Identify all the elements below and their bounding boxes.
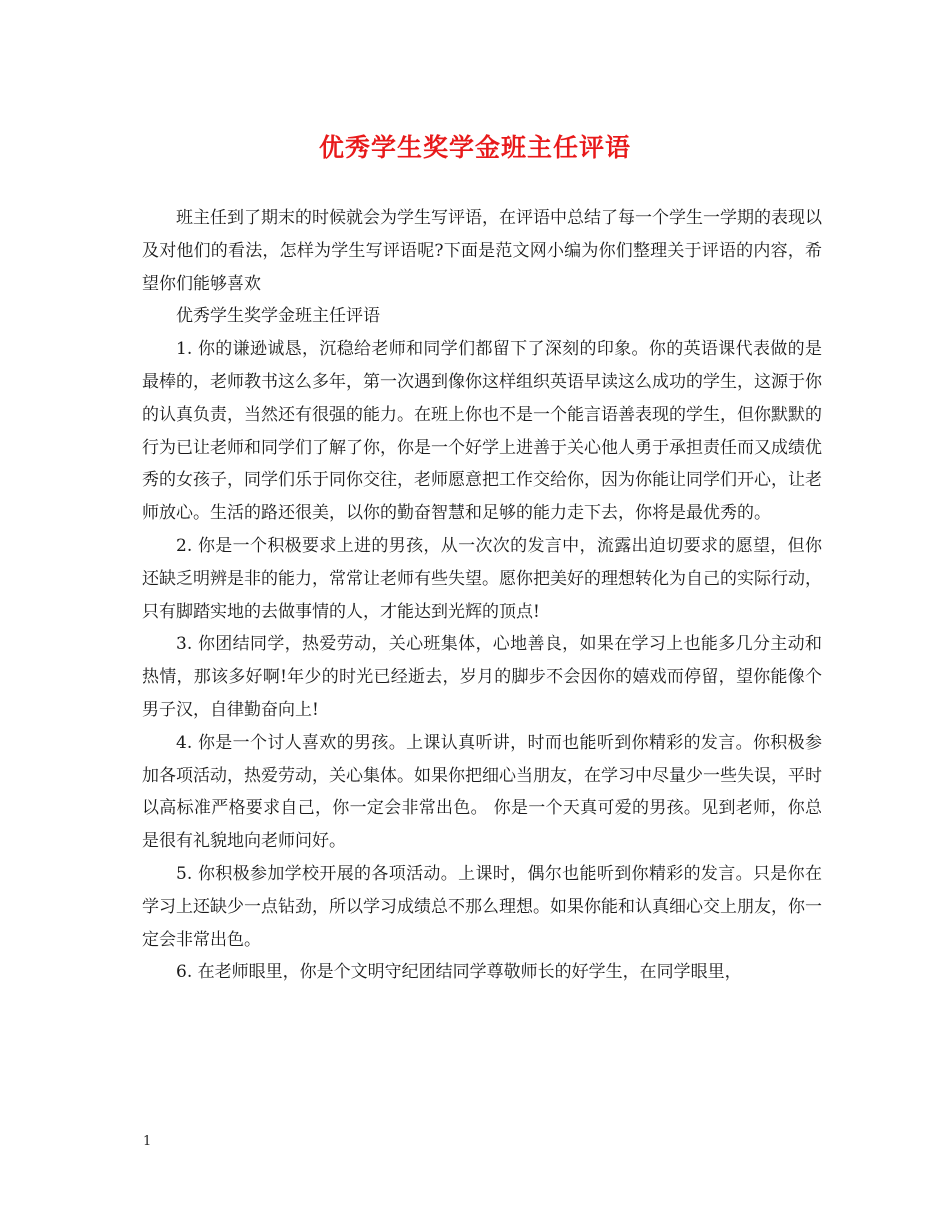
comment-paragraph-1: 1. 你的谦逊诚恳，沉稳给老师和同学们都留下了深刻的印象。你的英语课代表做的是最棒的，老师教书这么多年，第一次遇到像你这样组织英语早读这么成功的学生，这源于你的认真负责，当然还有很强的能力。在班上你也不是一个能言语善表现的学生，但你默默的行为已让老师和同学们了解了你，你是一个好学上进善于关心他人勇于承担责任而又成绩优秀的女孩子，同学们乐于同你交往，老师愿意把工作交给你，因为你能让同学们开心，让老师放心。生活的路还很美，以你的勤奋智慧和足够的能力走下去，你将是最优秀的。 — [142, 339, 822, 524]
comment-paragraph-2: 2. 你是一个积极要求上进的男孩，从一次次的发言中，流露出迫切要求的愿望，但你还缺乏明辨是非的能力，常常让老师有些失望。愿你把美好的理想转化为自己的实际行动，只有脚踏实地的去做事情的人，才能达到光辉的顶点! — [142, 535, 822, 622]
comment-paragraph-6: 6. 在老师眼里，你是个文明守纪团结同学尊敬师长的好学生，在同学眼里， — [176, 962, 742, 983]
page-number: 1 — [143, 1134, 152, 1149]
comment-paragraph-4: 4. 你是一个讨人喜欢的男孩。上课认真听讲，时而也能听到你精彩的发言。你积极参加各项活动，热爱劳动，关心集体。如果你把细心当朋友，在学习中尽量少一些失误，平时以高标准严格要求自己，你一定会非常出色。 你是一个天真可爱的男孩。见到老师，你总是很有礼貌地向老师问好。 — [142, 732, 822, 852]
section-heading: 优秀学生奖学金班主任评语 — [176, 306, 380, 327]
comment-paragraph-3: 3. 你团结同学，热爱劳动，关心班集体，心地善良，如果在学习上也能多几分主动和热情，那该多好啊!年少的时光已经逝去，岁月的脚步不会因你的嬉戏而停留，望你能像个男子汉，自律勤奋向上! — [142, 634, 822, 720]
intro-paragraph: 班主任到了期末的时候就会为学生写评语，在评语中总结了每一个学生一学期的表现以及对他们的看法，怎样为学生写评语呢?下面是范文网小编为你们整理关于评语的内容，希望你们能够喜欢 — [142, 208, 822, 294]
document-title: 优秀学生奖学金班主任评语 — [318, 133, 631, 162]
document-body — [142, 202, 822, 989]
comment-paragraph-5: 5. 你积极参加学校开展的各项活动。上课时，偶尔也能听到你精彩的发言。只是你在学习上还缺少一点钻劲，所以学习成绩总不那么理想。如果你能和认真细心交上朋友，你一定会非常出色。 — [142, 863, 822, 950]
